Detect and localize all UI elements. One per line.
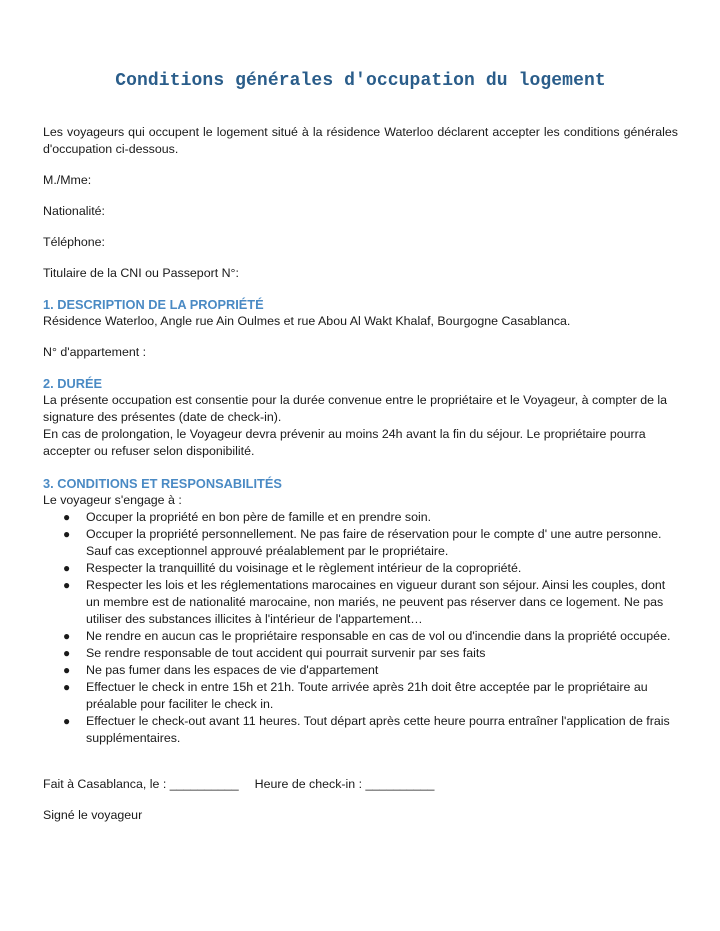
list-item (43, 526, 678, 560)
bullet-icon: ● (63, 646, 71, 660)
bullet-icon: ● (63, 561, 71, 575)
bullet-icon: ● (63, 510, 71, 524)
intro-paragraph: Les voyageurs qui occupent le logement situé à la résidence Waterloo déclarent accepter les conditions générales d'occupation ci-dessous. (43, 125, 678, 156)
list-item-text: Effectuer le check-out avant 11 heures. Tout départ après cette heure pourra entraîner l'application de frais supplémentaires. (86, 714, 670, 745)
conditions-list (43, 509, 678, 747)
bullet-icon: ● (63, 527, 71, 541)
list-item-text: Ne pas fumer dans les espaces de vie d'appartement (86, 663, 379, 677)
list-item-text: Respecter la tranquillité du voisinage et le règlement intérieur de la copropriété. (86, 561, 522, 575)
bullet-icon: ● (63, 663, 71, 677)
field-phone: Téléphone: (43, 235, 106, 249)
duration-paragraph-2: En cas de prolongation, le Voyageur devra prévenir au moins 24h avant la fin du séjour. Le propriétaire pourra accepter ou refuser selon disponibilité. (43, 427, 646, 458)
list-item (43, 560, 678, 577)
section-3-heading: 3. CONDITIONS ET RESPONSABILITÉS (43, 476, 282, 491)
list-item-text: Respecter les lois et les réglementations marocaines en vigueur durant son séjour. Ainsi les couples, dont un membre est de nationalité marocaine, non mariés, ne peuvent pas réserver dans ce logement. Ne pas utiliser des substances illicites à l'intérieur de l'appartement… (86, 578, 666, 626)
list-item (43, 509, 678, 526)
bullet-icon: ● (63, 578, 71, 592)
list-item-text: Effectuer le check in entre 15h et 21h. Toute arrivée après 21h doit être acceptée par le propriétaire au préalable pour faciliter le check in. (86, 680, 648, 711)
bullet-icon: ● (63, 714, 71, 728)
list-item-text: Se rendre responsable de tout accident qui pourrait survenir par ses faits (86, 646, 486, 660)
signature-label: Signé le voyageur (43, 808, 143, 822)
list-item (43, 577, 678, 628)
field-name: M./Mme: (43, 173, 92, 187)
checkin-time-field: Heure de check-in : __________ (254, 777, 435, 791)
bullet-icon: ● (63, 680, 71, 694)
field-apartment-number: N° d'appartement : (43, 345, 147, 359)
signature-date-line (43, 776, 678, 793)
list-item-text: Occuper la propriété en bon père de famille et en prendre soin. (86, 510, 432, 524)
place-date-field: Fait à Casablanca, le : __________ (43, 777, 239, 791)
field-nationality: Nationalité: (43, 204, 105, 218)
bullet-icon: ● (63, 629, 71, 643)
document-title: Conditions générales d'occupation du logement (115, 71, 606, 91)
section-1-heading: 1. DESCRIPTION DE LA PROPRIÉTÉ (43, 297, 264, 312)
list-item (43, 679, 678, 713)
list-item (43, 645, 678, 662)
section-2-heading: 2. DURÉE (43, 376, 103, 391)
conditions-lead: Le voyageur s'engage à : (43, 493, 182, 507)
property-address: Résidence Waterloo, Angle rue Ain Oulmes et rue Abou Al Wakt Khalaf, Bourgogne Casablanca. (43, 314, 571, 328)
list-item (43, 628, 678, 645)
list-item-text: Ne rendre en aucun cas le propriétaire responsable en cas de vol ou d'incendie dans la propriété occupée. (86, 629, 671, 643)
list-item-text: Occuper la propriété personnellement. Ne pas faire de réservation pour le compte d' une autre personne. Sauf cas exceptionnel approuvé préalablement par le propriétaire. (86, 527, 662, 558)
list-item (43, 713, 678, 747)
field-id-number: Titulaire de la CNI ou Passeport N°: (43, 266, 239, 280)
list-item (43, 662, 678, 679)
duration-paragraph-1: La présente occupation est consentie pour la durée convenue entre le propriétaire et le Voyageur, à compter de la signature des présentes (date de check-in). (43, 393, 668, 424)
